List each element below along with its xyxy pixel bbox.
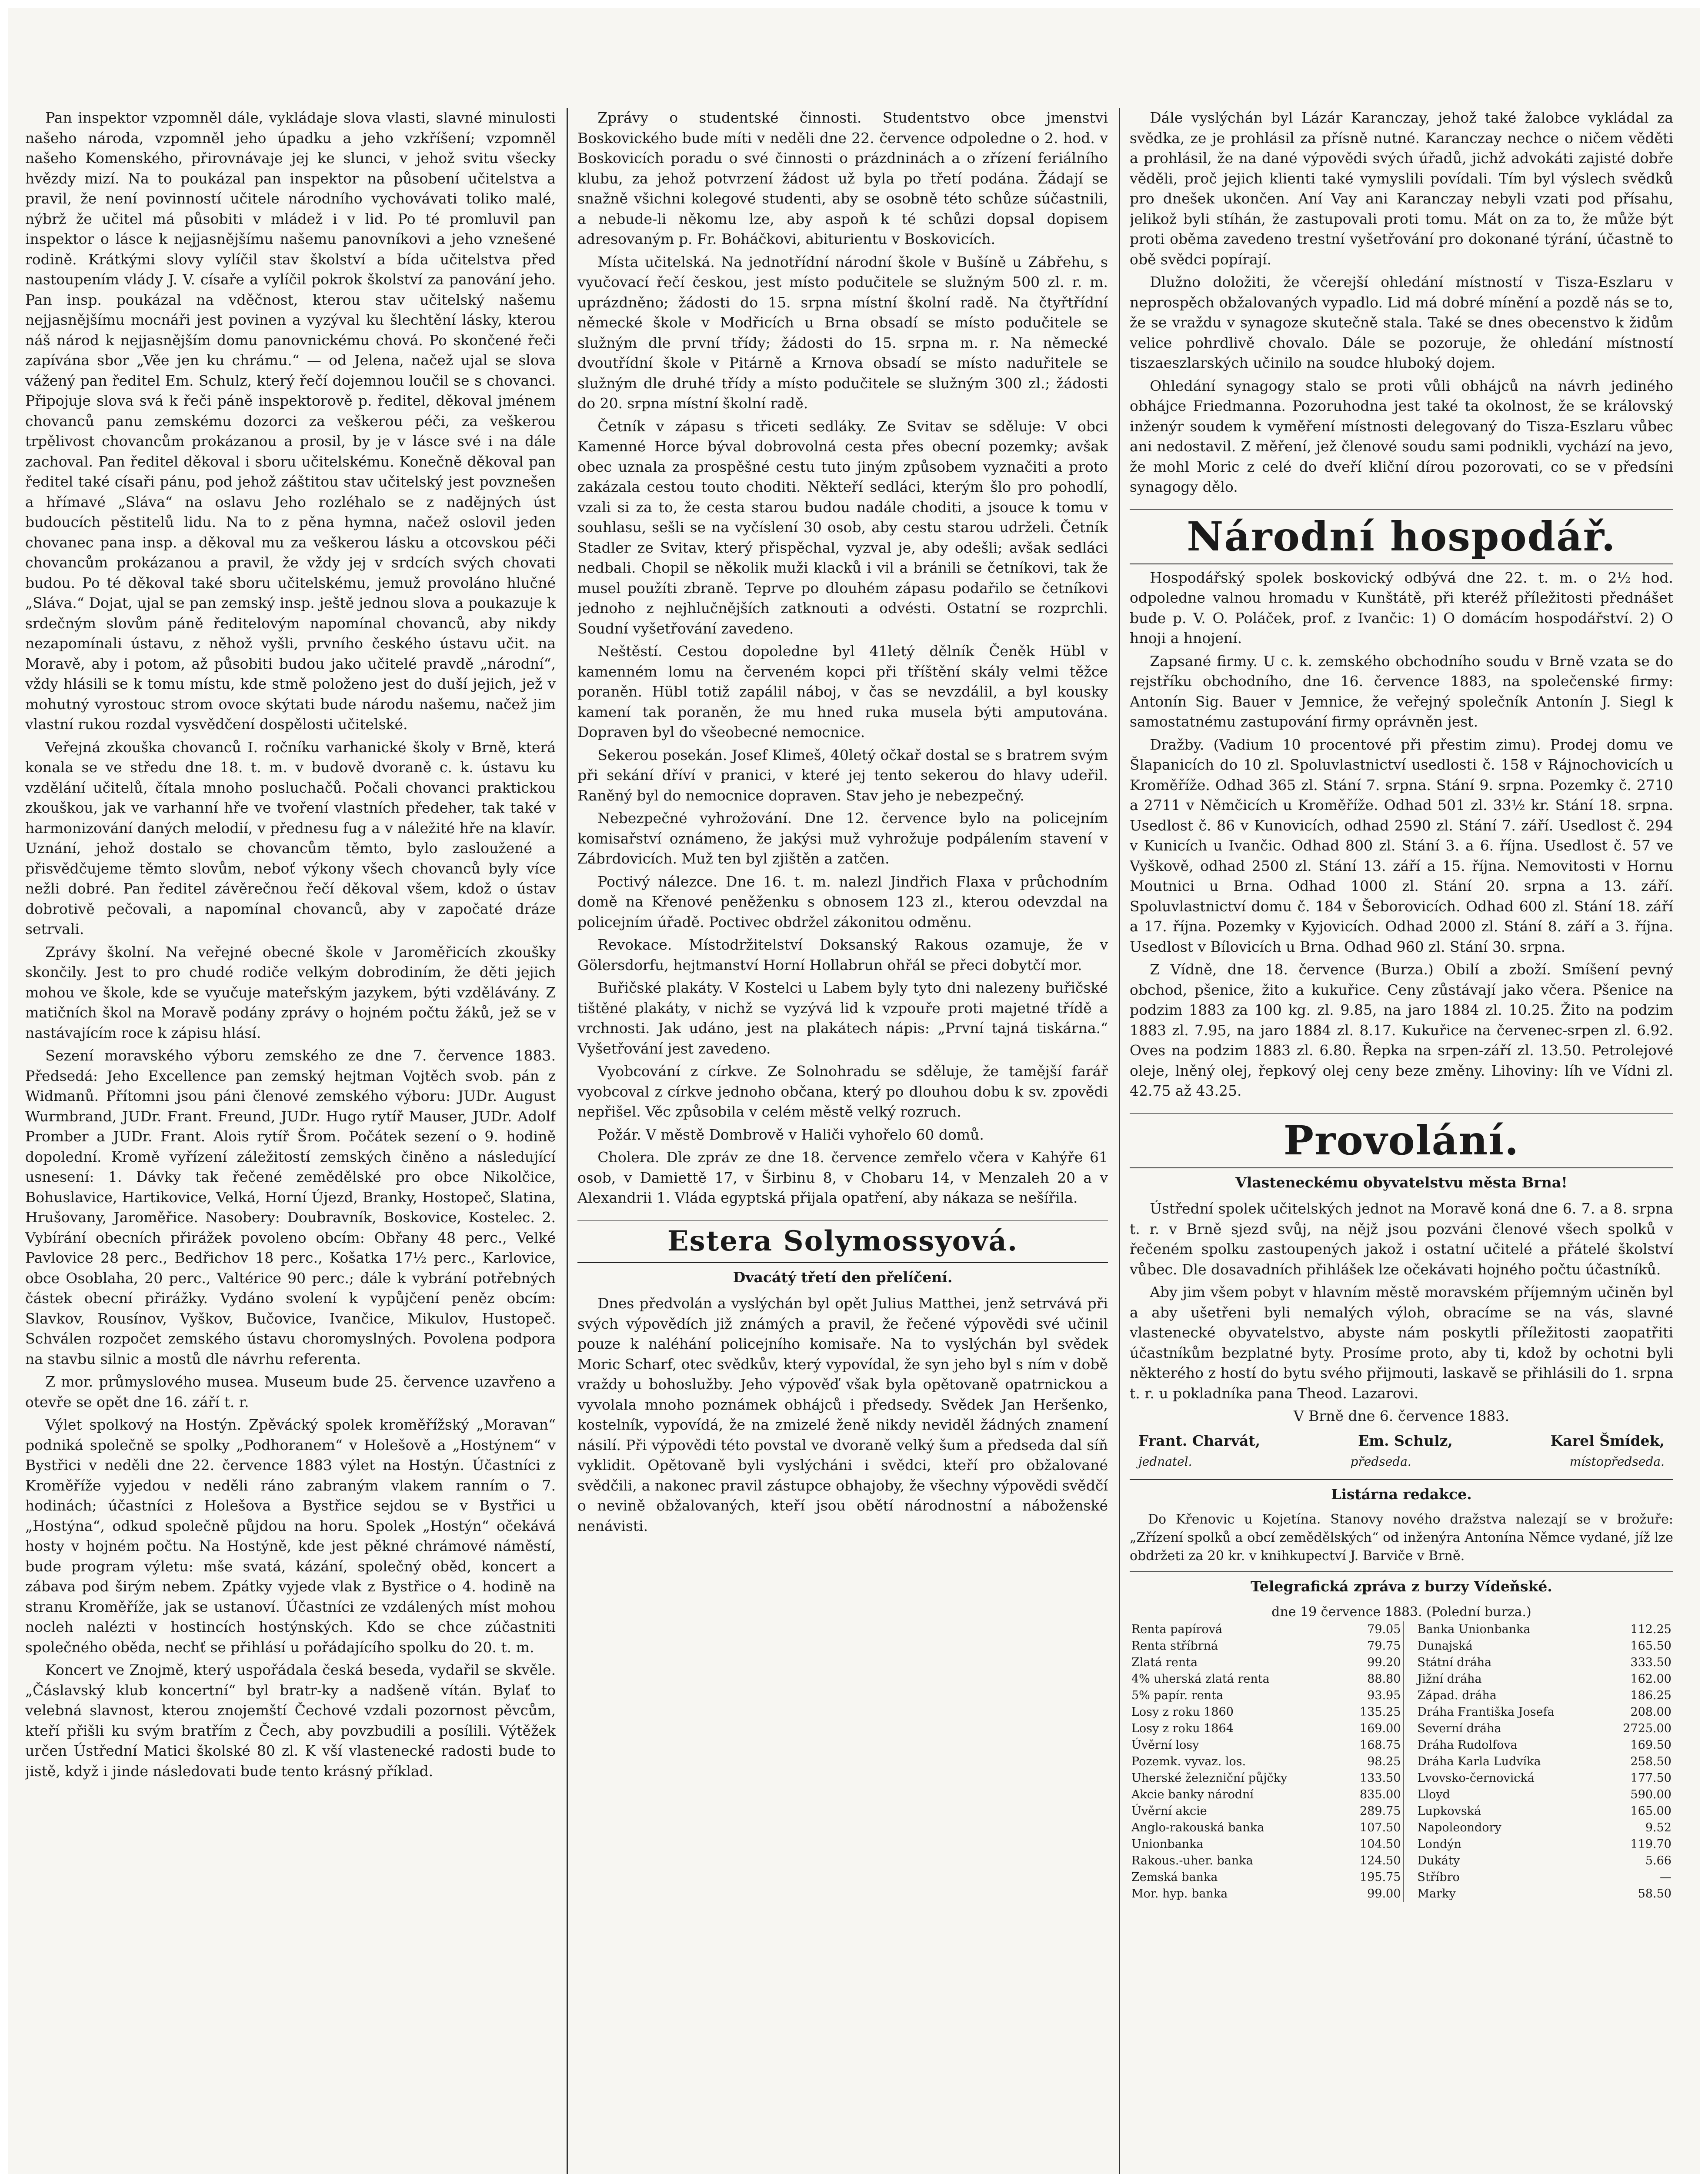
column-middle <box>577 108 1108 2174</box>
burza-item-name: Stříbro <box>1417 1870 1460 1884</box>
article-paragraph: Dnes předvolán a vyslýchán byl opět Julius Matthei, jenž setrvává při svých výpovědích již známých a pravil, že řečené výpovědi své učinil pouze k naléhání policejního komisaře. Na to vyslýchán byl svědek Moric Scharf, otec svědkův, který vypovídal, že syn jeho byl s ním v době vraždy u bohoslužby. Jeho výpověď však byla opětovaně opatrnickou a vyvolala mnoho poznámek obhájců i předsedy. Svědek Jan Heršenko, kostelník, vypovídá, že na zmizelé ženě nikdy neviděl žádných znamení násilí. Při výpovědi této povstal ve dvoraně velký šum a předseda dal síň vyklidit. Opětovaně byli vyslýcháni i svědci, kteří pro obžalované svědčili, a nakonec pravil zástupce obhajoby, že všechny výpovědi svědčí o nevině obžalovaných, kteří jsou obětí národnostní a náboženské nenávisti. <box>577 1295 1108 1534</box>
provolani-roles <box>1138 1452 1665 1472</box>
article-paragraph: Četník v zápasu s třiceti sedláky. Ze Svitav se sděluje: V obci Kamenné Horce býval dobrovolná cesta přes obecní pozemky; avšak obec uznala za prospěšné cestu tuto jiným způsobem vyznačiti a proto zakázala cestou touto choditi. Někteří sedláci, kterým šlo pro pohodlí, vzali si za to, že cesta starou budou nadále choditi, a jsouce k tomu v souhlasu, sešli se na vyčíslení 30 osob, aby cestu starou udrželi. Četník Stadler ze Svitav, který přispěchal, vyzval je, aby odešli; avšak sedláci nedbali. Chopil se několik muži klacků i vil a bránili se četníkovi, tak že musel použíti zbraně. Teprve po dlouhém zápasu podařilo se četníkovi jednoho z nejhlučnějších zatknouti a odvésti. Ostatní se rozprchli. Soudní vyšetřování zavedeno. <box>577 417 1108 637</box>
burza-item-value: 9.52 <box>1645 1821 1671 1834</box>
burza-column-gap <box>1403 1836 1416 1853</box>
burza-item-name: Dukáty <box>1417 1854 1460 1867</box>
burza-column-gap <box>1403 1886 1416 1902</box>
burza-item-value: 169.50 <box>1630 1738 1671 1752</box>
burza-item-name: 4% uherská zlatá renta <box>1131 1672 1270 1686</box>
burza-item-value: 133.50 <box>1360 1771 1401 1785</box>
burza-column-gap <box>1403 1737 1416 1754</box>
burza-row <box>1130 1721 1673 1737</box>
burza-item-value: 99.20 <box>1367 1655 1401 1669</box>
burza-row <box>1130 1754 1673 1770</box>
burza-row <box>1130 1803 1673 1820</box>
article-paragraph: Veřejná zkouška chovanců I. ročníku varhanické školy v Brně, která konala se ve středu dne 18. t. m. v budově dvoraně c. k. ústavu ku vzdělání učitelů, čítala mnoho posluchačů. Počali chovanci praktickou zkouškou, jak ve varhanní hře ve tvoření vlastních předeher, tak také v harmonizování daných melodií, v přednesu fug a v náležité hře na klavír. Uznání, jehož dostalo se chovancům těmto, bylo zasloužené a přisvědčujeme těmto slovům, neboť výkony všech chovanců byly více nežli dobré. Pan ředitel závěrečnou řečí děkoval všem, kdož o ústav dobrotivě pečovali, a napomínal chovanců, aby v započaté dráze setrvali. <box>25 738 556 937</box>
article-paragraph: Z Vídně, dne 18. července (Burza.) Obilí a zboží. Smíšení pevný obchod, pšenice, žito a kukuřice. Ceny zůstávají jako včera. Pšenice na podzim 1883 za 100 kg. zl. 9.85, na jaro 1884 zl. 10.25. Žito na podzim 1883 zl. 7.95, na jaro 1884 zl. 8.17. Kukuřice na červenec-srpen zl. 6.92. Oves na podzim 1883 zl. 6.80. Řepka na srpen-září zl. 13.50. Petrolejové oleje, lněný olej, řepkový olej ceny beze změny. Lihoviny: líh ve Vídni zl. 42.75 až 43.25. <box>1130 961 1673 1099</box>
burza-column-gap <box>1403 1803 1416 1820</box>
signer-name: Em. Schulz, <box>1358 1432 1453 1449</box>
burza-item-name: Renta papírová <box>1131 1622 1223 1636</box>
estera-subtitle: Dvacátý třetí den přelíčení. <box>733 1268 953 1286</box>
burza-item-name: Dráha Františka Josefa <box>1417 1705 1555 1719</box>
burza-item-value: 79.75 <box>1367 1639 1401 1653</box>
burza-item-value: — <box>1660 1870 1671 1884</box>
article-paragraph: Cholera. Dle zpráv ze dne 18. července zemřelo včera v Kahýře 61 osob, v Damiettě 17, v Širbinu 8, v Chobaru 14, v Menzaleh 20 a v Alexandrii 1. Vláda egyptská přijala opatření, aby nákaza se nešířila. <box>577 1149 1108 1206</box>
article-paragraph: Z mor. průmyslového musea. Museum bude 25. července uzavřeno a otevře se opět dne 16. září t. r. <box>25 1373 556 1410</box>
burza-item-value: 835.00 <box>1360 1787 1401 1801</box>
column-right <box>1130 108 1673 2174</box>
burza-item-name: Jižní dráha <box>1417 1672 1482 1686</box>
burza-item-name: Zemská banka <box>1131 1870 1218 1884</box>
signer-role: místopředseda. <box>1569 1454 1665 1469</box>
burza-item-value: 169.00 <box>1360 1721 1401 1735</box>
article-paragraph: Dlužno doložiti, že včerejší ohledání místností v Tisza-Eszlaru v neprospěch obžalovaných vypadlo. Lid má dobré mínění a pozdě nás se to, že se vraždu v synagoze skutečně stala. Také se dnes obecenstvo k židům velice pohrdlivě chovalo. Dále se pozoruje, že ohledání místností tiszaeszlarských učinilo na soudce hluboký dojem. <box>1130 273 1673 371</box>
burza-item-value: 98.25 <box>1367 1754 1401 1768</box>
burza-row <box>1130 1836 1673 1853</box>
burza-column-gap <box>1403 1638 1416 1654</box>
burza-item-name: Severní dráha <box>1417 1721 1501 1735</box>
column-rule <box>1119 108 1120 2174</box>
article-paragraph: Ohledání synagogy stalo se proti vůli obhájců na návrh jediného obhájce Friedmanna. Pozoruhodna jest také ta okolnost, že se královský inženýr soudem k vyměření místnosti delegovaný do Tisza-Eszlaru vůbec ani nedostavil. Z měření, jež členové soudu sami podnikli, vychází na jevo, že mohl Moric z celé do dveří kliční dírou pozorovati, co se v předsíni synagogy dělo. <box>1130 377 1673 495</box>
burza-item-name: Uherské železniční půjčky <box>1131 1771 1288 1785</box>
burza-column-gap <box>1403 1853 1416 1869</box>
burza-row <box>1130 1770 1673 1787</box>
burza-item-value: 79.05 <box>1367 1622 1401 1636</box>
burza-row <box>1130 1638 1673 1654</box>
article-paragraph: Zprávy o studentské činnosti. Studentstvo obce jmenstvi Boskovického bude míti v neděli dne 22. července odpoledne o 2. hod. v Boskovicích poradu o své činnosti o prázdninách a o zřízení feriálního klubu, za jehož potvrzení žádost už byla po třetí podána. Žádají se snažně všichni kolegové studenti, aby se osobně této schůze súčastnili, a nebude-li někomu lze, aby aspoň k té schůzi dopsal dopisem adresovaným p. Fr. Boháčkovi, abiturientu v Boskovicích. <box>577 109 1108 247</box>
burza-item-name: Dráha Karla Ludvíka <box>1417 1754 1541 1768</box>
burza-item-value: 119.70 <box>1630 1837 1671 1851</box>
burza-row <box>1130 1853 1673 1869</box>
burza-item-value: 590.00 <box>1630 1787 1671 1801</box>
burza-item-name: 5% papír. renta <box>1131 1688 1224 1702</box>
article-paragraph: Pan inspektor vzpomněl dále, vykládaje slova vlasti, slavné minulosti našeho národa, vzpomněl jeho úpadku a jeho vzkříšení; vzpomněl našeho Komenského, přirovnávaje jej ke slunci, v jehož svitu všecky hvězdy mizí. Na to poukázal pan inspektor na působení učitelstva a pravil, že není povinností učitele národního vychovávati toliko malé, nýbrž že učitel má působiti v mládež i v lid. Po té promluvil pan inspektor o lásce k nejjasnějšímu našemu panovníkovi a jeho vznešené rodině. Krátkými slovy vylíčil stav školství a bída učitelstva před nastoupením vlády J. V. císaře a vylíčil pokrok školství za panování jeho. Pan insp. poukázal na vděčnost, kterou stav učitelský našemu nejjasnějšímu mocnáři jest povinen a vyzýval ku šlechtění lásky, kterou náš národ k nejjasnějším domu panovnickému chová. Po skončené řeči zapívána sbor „Věe jen ku chrámu.“ — od Jelena, načež ujal se slova vážený pan ředitel Em. Schulz, který řečí dojemnou loučil se s chovanci. Připojuje slova svá k řeči páně inspektorově p. ředitel, děkoval jménem chovanců panu zemskému dozorci za veškerou péči, za veškerou trpělivost chovancům prokázanou a prosil, by je v lásce své i na dále zachoval. Pan ředitel děkoval i sboru učitelskému. Konečně děkoval pan ředitel také císaři pánu, pod jehož záštitou stav učitelský jest povznešen a hřímavé „Sláva“ na oslavu Jeho rozléhalo se z nadějných úst budoucích pěstitelů lidu. Na to z pěna hymna, načež oslovil jeden chovanec pana insp. a děkoval mu za veškerou lásku a otcovskou péči chovancům prokázanou a pravil, že vždy jej v srdcích svých chovati budou. Po té děkoval také sboru učitelskému, jemuž provoláno hlučné „Sláva.“ Dojat, ujal se pan zemský insp. ještě jednou slova a poukazuje k srdečným slovům páně ředitelovým napomínal chovanců, aby nikdy nezapomínali ústavu, z něhož vyšli, prvního českého ústavu učit. na Moravě, aby i potom, až působiti budou jako učitelé pravdě „národní“, vždy hlásili se k tomu místu, kde stmě položeno jest do duší jejich, jež v mohutný vyrostouc strom ovoce skýtati bude národu našemu, načež jim vlastní rukou rozdal vysvědčení dospělosti učitelské. <box>25 109 556 733</box>
provolani-signatures <box>1138 1431 1665 1451</box>
burza-item-name: Losy z roku 1860 <box>1131 1705 1234 1719</box>
article-paragraph: Dále vyslýchán byl Lázár Karanczay, jehož také žalobce vykládal za svědka, ze je prohlásil za přísně nutné. Karanczay nechce o ničem věděti a prohlásil, že na dané výpovědi svých úřadů, jichž advokáti zajisté dobře věděli, proč jejich klienti také vymyslili povídali. Tím byl výslech svědků pro dnešek ukončen. Aní Vay ani Karanczay nebyli vzati pod přísahu, jelikož byli stíhán, že zastupovali proti tomu. Mát on za to, že může být proti oběma zavedeno trestní vyšetřování pro dokonané týrání, účastně to obě svědci popírají. <box>1130 109 1673 268</box>
article-paragraph: Hospodářský spolek boskovický odbývá dne 22. t. m. o 2½ hod. odpoledne valnou hromadu v Kunštátě, při kteréž příležitosti přednášet bude p. V. O. Poláček, prof. z Ivančic: 1) O domácím hospodářství. 2) O hnoji a hnojení. <box>1130 569 1673 647</box>
burza-item-value: 58.50 <box>1638 1887 1671 1901</box>
burza-item-name: Londýn <box>1417 1837 1462 1851</box>
burza-item-value: 5.66 <box>1645 1854 1671 1867</box>
burza-item-value: 112.25 <box>1630 1622 1671 1636</box>
burza-item-name: Lvovsko-černovická <box>1417 1771 1535 1785</box>
burza-item-value: 93.95 <box>1367 1688 1401 1702</box>
article-paragraph: Místa učitelská. Na jednotřídní národní škole v Bušíně u Zábřehu, s vyučovací řečí českou, jest místo podučitele se služným 500 zl. r. m. uprázdněno; žádosti do 15. srpna místní školní radě. Na čtyřtřídní německé škole v Modřicích u Brna obsadí se místo podučitele se služným dle první třídy; žádosti do 15. srpna m. r. Na německé dvoutřídní škole v Pitárně a Krnova obsadí se místo naduřitele se služným dle druhé třídy a místo podučitele se služným 300 zl.; žádosti do 20. srpna místní školní radě. <box>577 253 1108 412</box>
section-title-narodni-hospodar: Národní hospodář. <box>1130 508 1673 564</box>
burza-row <box>1130 1704 1673 1721</box>
burza-row <box>1130 1654 1673 1671</box>
burza-column-gap <box>1403 1770 1416 1787</box>
burza-column-gap <box>1403 1820 1416 1836</box>
article-paragraph: Koncert ve Znojmě, který uspořádala česká beseda, vydařil se skvěle. „Čáslavský klub koncertní“ byl bratr-ky a nadšeně vítán. Bylať to velebná slavnost, kterou znojemští Čechové vzdali pozornost pěvcům, kteří přišli ku svým bratřím z Čech, aby povzbudili a posílili. Výtěžek určen Ústřední Matici školské 80 zl. K vší vlastenecké radosti bude to jistě, když i jinde následovati bude tento krásný příklad. <box>25 1661 556 1780</box>
burza-item-value: 99.00 <box>1367 1887 1401 1901</box>
column-left <box>25 108 556 2174</box>
burza-column-gap <box>1403 1754 1416 1770</box>
burza-item-value: 208.00 <box>1630 1705 1671 1719</box>
provolani-subtitle: Vlasteneckému obyvatelstvu města Brna! <box>1235 1174 1568 1191</box>
burza-item-value: 104.50 <box>1360 1837 1401 1851</box>
signer-role: předseda. <box>1350 1454 1411 1469</box>
section-title-listarna: Listárna redakce. <box>1331 1485 1472 1503</box>
burza-item-name: Státní dráha <box>1417 1655 1492 1669</box>
newspaper-page <box>8 8 1700 2174</box>
burza-column-gap <box>1403 1687 1416 1704</box>
article-paragraph: Zapsané firmy. U c. k. zemského obchodního soudu v Brně vzata se do rejstříku obchodního, dne 16. července 1883, na společenské firmy: Antonín Sig. Bauer v Jemnice, že veřejný společník Antonín J. Siegl k samostatnému zastupování firmy oprávněn jest. <box>1130 652 1673 730</box>
burza-item-value: 195.75 <box>1360 1870 1401 1884</box>
burza-item-value: 177.50 <box>1630 1771 1671 1785</box>
burza-item-value: 124.50 <box>1360 1854 1401 1867</box>
section-title-burza: Telegrafická zpráva z burzy Vídeňské. <box>1251 1578 1552 1595</box>
burza-item-value: 165.50 <box>1630 1639 1671 1653</box>
burza-item-value: 258.50 <box>1630 1754 1671 1768</box>
burza-row <box>1130 1869 1673 1886</box>
burza-row <box>1130 1886 1673 1902</box>
article-paragraph: Buřičské plakáty. V Kostelci u Labem byly tyto dni nalezeny buřičské tištěné plakáty, v nichž se vyzývá lid k vzpouře proti majetné třídě a vrchnosti. Jak udáno, jest na plakátech nápis: „První tajná tiskárna.“ Vyšetřování jest zavedeno. <box>577 979 1108 1057</box>
burza-item-value: 165.00 <box>1630 1804 1671 1818</box>
article-paragraph: Sezení moravského výboru zemského ze dne 7. července 1883. Předsedá: Jeho Excellence pan zemský hejtman Vojtěch svob. pán z Widmanů. Přítomni jsou páni členové zemského výboru: JUDr. August Wurmbrand, JUDr. Frant. Freund, JUDr. Hugo rytíř Mauser, JUDr. Adolf Promber a JUDr. Frant. Alois rytíř Šrom. Počátek sezení o 9. hodině dopolední. Kromě vyřízení záležitostí zemských činěno a následující usnesení: 1. Dávky tak řečené zemědělské pro obce Nikolčice, Bohuslavice, Hartikovice, Velká, Horní Újezd, Branky, Hostopeč, Slatina, Hrušovany, Jaroměřice. Nasobery: Doubravník, Boskovice, Kostelec. 2. Vybírání obecních přirážek povoleno obcím: Obřany 48 perc., Velké Pavlovice 28 perc., Bedřichov 18 perc., Košatka 17½ perc., Karlovice, obce Osoblaha, 20 perc., Valtérice 90 perc.; dále k vybrání potřebných částek obecní přirážky. Vydáno svolení k vypůjčení peněz obcím: Slavkov, Rousínov, Vyškov, Bučovice, Ivančice, Mikulov, Hustopeč. Schválen rozpočet zemského ústavu choromyslných. Povolena podpora na stavbu silnic a mostů dle návrhu referenta. <box>25 1047 556 1367</box>
burza-item-name: Akcie banky národní <box>1131 1787 1254 1801</box>
section-divider <box>1130 1571 1673 1572</box>
article-paragraph: Nebezpečné vyhrožování. Dne 12. července bylo na policejním komisařství oznámeno, že jakýsi muž vyhrožuje podpálením stavení v Zábrdovicích. Muž ten byl zjištěn a zatčen. <box>577 810 1108 867</box>
burza-item-value: 88.80 <box>1367 1672 1401 1686</box>
burza-item-name: Banka Unionbanka <box>1417 1622 1531 1636</box>
article-paragraph: Aby jim všem pobyt v hlavním městě moravském příjemným učiněn byl a aby ušetřeni byli nemalých výloh, obracíme se na vás, slavné vlastenecké obyvatelstvo, abyste nám poskytli příležitosti zaopatřiti účastníkům bezplatné byty. Prosíme proto, aby ti, kdož by ochotni byli některého z hostí do bytu svého přijmouti, laskavě se přihlásili do 1. srpna t. r. u pokladníka pana Theod. Lazarovi. <box>1130 1284 1673 1402</box>
burza-item-name: Úvěrní akcie <box>1131 1804 1207 1818</box>
burza-item-name: Lupkovská <box>1417 1804 1481 1818</box>
burza-item-name: Zlatá renta <box>1131 1655 1198 1669</box>
burza-item-name: Mor. hyp. banka <box>1131 1887 1228 1901</box>
burza-column-gap <box>1403 1869 1416 1886</box>
burza-item-name: Marky <box>1417 1887 1456 1901</box>
signer-name: Karel Šmídek, <box>1550 1432 1665 1449</box>
article-paragraph: Vyobcování z církve. Ze Solnohradu se sděluje, že tamější farář vyobcoval z církve jednoho občana, který po dlouhou dobu k sv. zpovědi nepřišel. Věc způsobila v celém městě velký rozruch. <box>577 1063 1108 1120</box>
section-title-provolani: Provolání. <box>1130 1112 1673 1168</box>
burza-row <box>1130 1687 1673 1704</box>
burza-item-value: 107.50 <box>1360 1821 1401 1834</box>
article-paragraph: Neštěstí. Cestou dopoledne byl 41letý dělník Čeněk Hübl v kamenném lomu na červeném kopci při tříštění skály velmi těžce poraněn. Hübl totiž zapálil náboj, v čas se nevzdálil, a byl kousky kamení tak poraněn, že mu hned ruka musela býti amputována. Dopraven byl do všeobecné nemocnice. <box>577 643 1108 740</box>
signer-name: Frant. Charvát, <box>1138 1432 1261 1449</box>
burza-item-name: Renta stříbrná <box>1131 1639 1218 1653</box>
burza-item-name: Losy z roku 1864 <box>1131 1721 1234 1735</box>
burza-item-name: Anglo-rakouská banka <box>1131 1821 1264 1834</box>
article-paragraph: Zprávy školní. Na veřejné obecné škole v Jaroměřicích zkoušky skončily. Jest to pro chudé rodiče velkým dobrodiním, že děti jejich mohou ve škole, kde se vyučuje mateřským jazykem, býti vzdělávány. Z matičních škol na Moravě podány zprávy o hojném počtu žáků, jež se v nastávajícím roce k zápisu hlásí. <box>25 943 556 1041</box>
provolani-place-date: V Brně dne 6. července 1883. <box>1293 1407 1510 1424</box>
burza-item-name: Lloyd <box>1417 1787 1450 1801</box>
article-paragraph: Dražby. (Vadium 10 procentové při přestim zimu). Prodej domu ve Šlapanicích do 10 zl. Spoluvlastnictví usedlosti č. 158 v Rájnochovicích u Kroměříže. Odhad 365 zl. Stání 7. srpna. Stání 9. srpna. Pozemky č. 2710 a 2711 v Němčicích u Kroměříže. Odhad 501 zl. 33½ kr. Stání 18. srpna. Usedlost č. 86 v Kunovicích, odhad 2590 zl. Stání 7. září. Usedlost č. 294 v Kunicích u Ivančic. Odhad 800 zl. Stání 3. a 6. října. Usedlost č. 57 ve Vyškově, odhad 2500 zl. Stání 13. září a 15. října. Nemovitosti v Hornu Moutnici u Brna. Odhad 1000 zl. Stání 20. srpna a 13. září. Spoluvlastnictví domu č. 184 v Šeborovicích. Odhad 600 zl. Stání 18. září a 17. října. Pozemky v Kyjovicích. Odhad 2000 zl. Stání 8. září a 3. října. Usedlost v Bílovicích u Brna. Odhad 960 zl. Stání 30. srpna. <box>1130 736 1673 955</box>
article-paragraph: Výlet spolkový na Hostýn. Zpěvácký spolek kroměřížský „Moravan“ podniká společně se spolky „Podhoranem“ v Holešově a „Hostýnem“ v Bystřici v neděli dne 22. července 1883 výlet na Hostýn. Účastníci z Kroměříže vyjedou v neděli ráno zabraným vlakem ranním o 7. hodinách; účastníci z Holešova a Bystřice sejdou se v Bystřici u „Hostýna“, odkud společně půjdou na horu. Spolek „Hostýn“ očekává hosty v hojném počtu. Na Hostýně, kde jest pěkné chrámové náměstí, bude program výletu: mše svatá, kázání, společný oběd, koncert a zábava pod širým nebem. Zpátky vyjede vlak z Bystřice o 4. hodině na stranu Kroměříže, jak se ustanoví. Účastníci ze vzdálených míst mohou nocleh nalézti v hostincích hostýnských. Kdo se chce zúčastniti společného oběda, nechť se přihlásí u pořádajícího spolku do 20. t. m. <box>25 1416 556 1656</box>
burza-item-name: Pozemk. vyvaz. los. <box>1131 1754 1246 1768</box>
burza-column-gap <box>1403 1654 1416 1671</box>
burza-item-name: Napoleondory <box>1417 1821 1501 1834</box>
burza-column-gap <box>1403 1721 1416 1737</box>
burza-row <box>1130 1671 1673 1687</box>
burza-column-gap <box>1403 1704 1416 1721</box>
article-paragraph: Ústřední spolek učitelských jednot na Moravě koná dne 6. 7. a 8. srpna t. r. v Brně sjezd svůj, na nějž jsou pozváni členové všech spolků v řečeném spolku zastoupených jakož i ostatní učitelé a přátelé školství vůbec. Dle dosavadních přihlášek lze očekávati hojného počtu účastníků. <box>1130 1200 1673 1278</box>
burza-item-name: Dunajská <box>1417 1639 1473 1653</box>
burza-item-value: 289.75 <box>1360 1804 1401 1818</box>
section-divider <box>1130 1479 1673 1480</box>
burza-column-gap <box>1403 1671 1416 1687</box>
burza-item-name: Úvěrní losy <box>1131 1738 1199 1752</box>
article-paragraph: Požár. V městě Dombrově v Haliči vyhořelo 60 domů. <box>597 1126 984 1143</box>
burza-row <box>1130 1820 1673 1836</box>
burza-item-value: 168.75 <box>1360 1738 1401 1752</box>
burza-row <box>1130 1787 1673 1803</box>
burza-item-name: Rakous.-uher. banka <box>1131 1854 1253 1867</box>
section-title-estera: Estera Solymossyová. <box>577 1219 1108 1263</box>
signer-role: jednatel. <box>1138 1454 1192 1469</box>
burza-row <box>1130 1737 1673 1754</box>
burza-item-value: 2725.00 <box>1623 1721 1671 1735</box>
burza-column-gap <box>1403 1621 1416 1638</box>
article-paragraph: Sekerou posekán. Josef Klimeš, 40letý očkař dostal se s bratrem svým při sekání dříví v pranici, v které jej tento sekerou do hlavy udeřil. Raněný byl do nemocnice dopraven. Stav jeho je nebezpečný. <box>577 746 1108 804</box>
burza-item-value: 162.00 <box>1630 1672 1671 1686</box>
burza-row <box>1130 1621 1673 1638</box>
burza-table <box>1130 1621 1673 1902</box>
burza-item-name: Západ. dráha <box>1417 1688 1497 1702</box>
burza-item-name: Unionbanka <box>1131 1837 1204 1851</box>
burza-date: dne 19 července 1883. (Polední burza.) <box>1271 1604 1531 1620</box>
article-paragraph: Poctivý nálezce. Dne 16. t. m. nalezl Jindřich Flaxa v průchodním domě na Křenové peněženku s obnosem 123 zl., kterou odevzdal na policejním úřadě. Poctivec obdržel zákonitou odměnu. <box>577 873 1108 930</box>
burza-item-name: Dráha Rudolfova <box>1417 1738 1518 1752</box>
burza-item-value: 135.25 <box>1360 1705 1401 1719</box>
burza-item-value: 186.25 <box>1630 1688 1671 1702</box>
article-paragraph: Do Křenovic u Kojetína. Stanovy nového dražstva nalezají se v brožuře: „Zřízení spolků a obcí zemědělských“ od inženýra Antonína Němce vydané, jíž lze obdržeti za 20 kr. v knihkupectví J. Barviče v Brně. <box>1130 1512 1673 1564</box>
column-rule <box>567 108 568 2174</box>
burza-column-gap <box>1403 1787 1416 1803</box>
burza-item-value: 333.50 <box>1630 1655 1671 1669</box>
article-paragraph: Revokace. Místodržitelství Doksanský Rakous ozamuje, že v Gölersdorfu, hejtmanství Horní Hollabrun ohřál se přeci dobytčí mor. <box>577 936 1108 974</box>
